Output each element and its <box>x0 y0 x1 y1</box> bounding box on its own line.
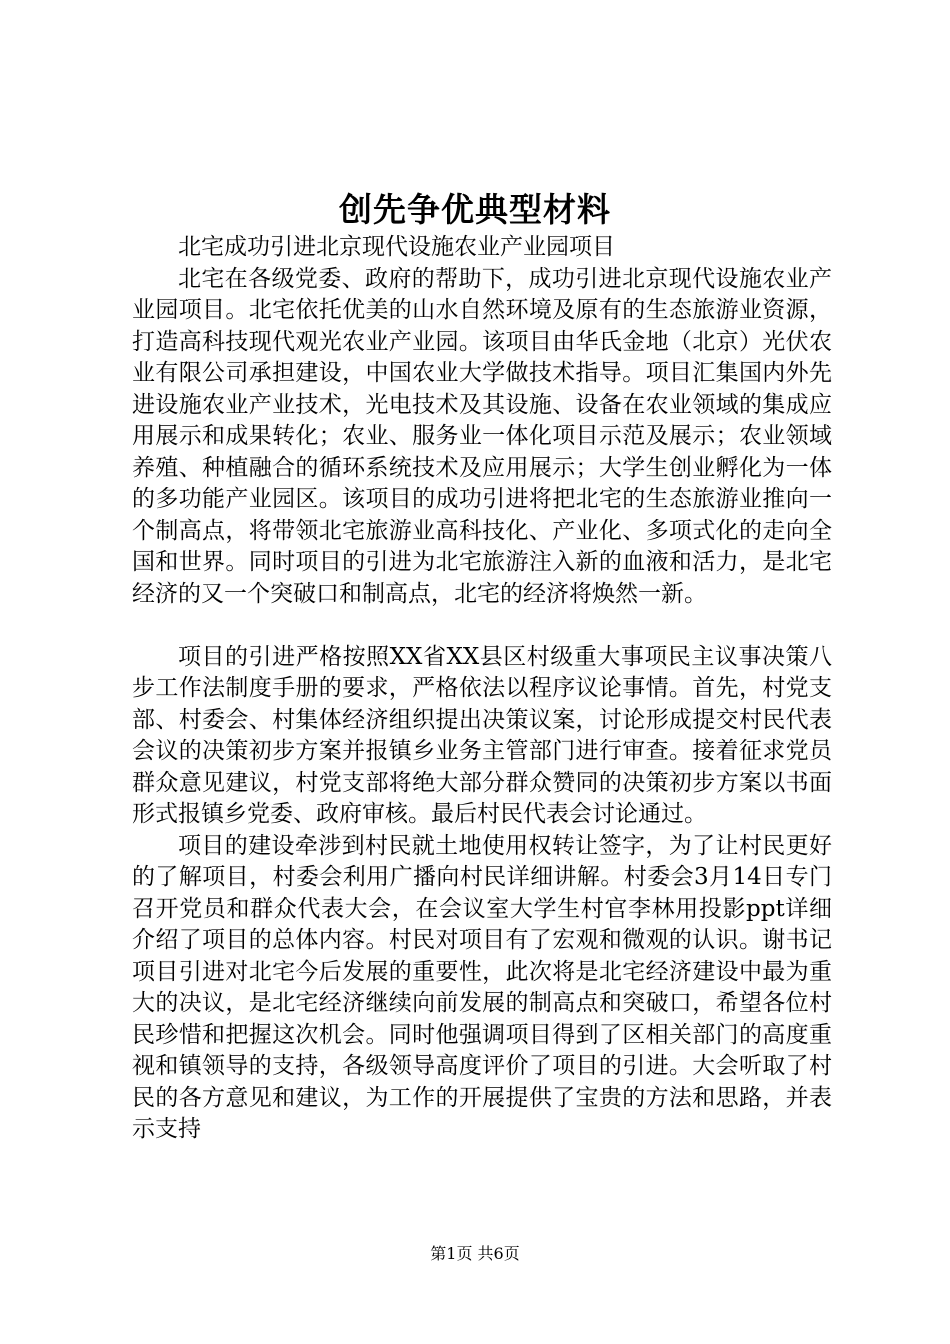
document-title: 创先争优典型材料 <box>339 190 611 229</box>
body-paragraph: 项目的引进严格按照XX省XX县区村级重大事项民主议事决策八步工作法制度手册的要求，严格依法以程序议论事情。首先，村党支部、村委会、村集体经济组织提出决策议案，讨论形成提交村民代表会议的决策初步方案并报镇乡业务主管部门进行审查。接着征求党员群众意见建议，村党支部将绝大部分群众赞同的决策初步方案以书面形式报镇乡党委、政府审核。最后村民代表会讨论通过。 <box>132 643 832 827</box>
document-body <box>132 232 832 1146</box>
body-paragraph: 北宅在各级党委、政府的帮助下，成功引进北京现代设施农业产业园项目。北宅依托优美的山水自然环境及原有的生态旅游业资源，打造高科技现代观光农业产业园。该项目由华氏金地（北京）光伏农业有限公司承担建设，中国农业大学做技术指导。项目汇集国内外先进设施农业产业技术，光电技术及其设施、设备在农业领域的集成应用展示和成果转化；农业、服务业一体化项目示范及展示；农业领域养殖、种植融合的循环系统技术及应用展示；大学生创业孵化为一体的多功能产业园区。该项目的成功引进将把北宅的生态旅游业推向一个制高点，将带领北宅旅游业高科技化、产业化、多项式化的走向全国和世界。同时项目的引进为北宅旅游注入新的血液和活力，是北宅经济的又一个突破口和制高点，北宅的经济将焕然一新。 <box>132 265 832 607</box>
page-number: 第1页 共6页 <box>430 1244 520 1263</box>
body-paragraph: 项目的建设牵涉到村民就土地使用权转让签字，为了让村民更好的了解项目，村委会利用广播向村民详细讲解。村委会3月14日专门召开党员和群众代表大会，在会议室大学生村官李林用投影ppt详细介绍了项目的总体内容。村民对项目有了宏观和微观的认识。谢书记项目引进对北宅今后发展的重要性，此次将是北宅经济建设中最为重大的决议，是北宅经济继续向前发展的制高点和突破口，希望各位村民珍惜和把握这次机会。同时他强调项目得到了区相关部门的高度重视和镇领导的支持，各级领导高度评价了项目的引进。大会听取了村民的各方意见和建议，为工作的开展提供了宝贵的方法和思路，并表示支持 <box>132 832 832 1142</box>
subtitle-paragraph: 北宅成功引进北京现代设施农业产业园项目 <box>178 234 615 260</box>
